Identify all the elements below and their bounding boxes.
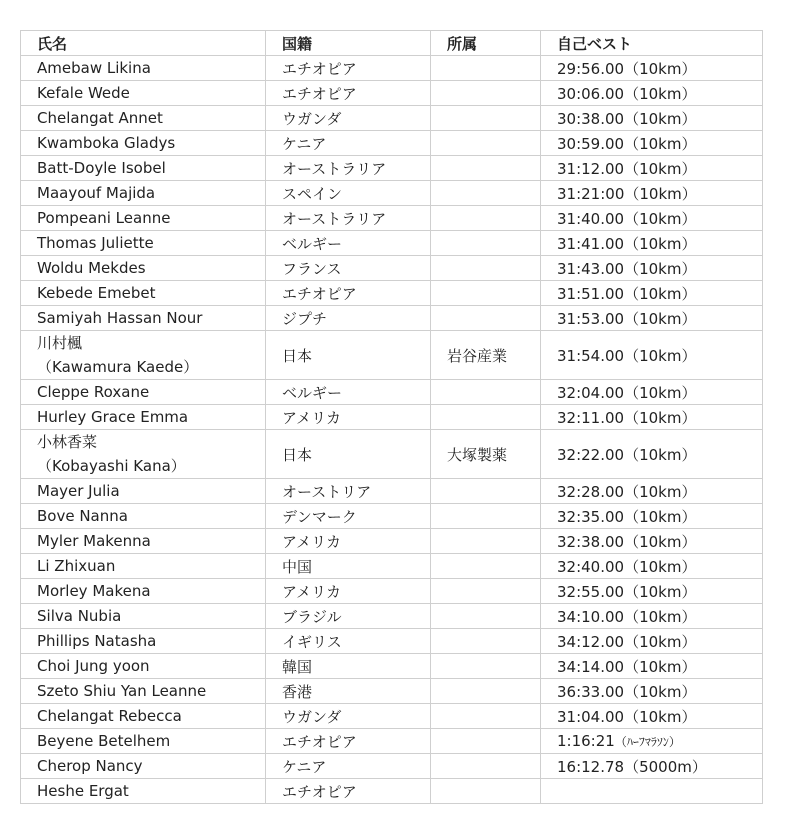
header-name: 氏名	[21, 31, 266, 56]
cell-name: Batt-Doyle Isobel	[21, 156, 266, 181]
table-row	[21, 181, 763, 206]
cell-personal-best: 32:35.00（10km）	[541, 504, 763, 529]
cell-nationality: ウガンダ	[266, 106, 431, 131]
table-row	[21, 380, 763, 405]
best-note: （ﾊｰﾌﾏﾗｿﾝ）	[614, 735, 681, 749]
cell-nationality: エチオピア	[266, 56, 431, 81]
header-nationality: 国籍	[266, 31, 431, 56]
cell-personal-best: 31:43.00（10km）	[541, 256, 763, 281]
cell-name: Kefale Wede	[21, 81, 266, 106]
cell-nationality: ベルギー	[266, 231, 431, 256]
cell-name: Kebede Emebet	[21, 281, 266, 306]
roster-table	[20, 30, 763, 804]
table-row	[21, 679, 763, 704]
cell-name: Chelangat Annet	[21, 106, 266, 131]
cell-affiliation	[431, 306, 541, 331]
cell-nationality: オーストラリア	[266, 156, 431, 181]
cell-personal-best: 32:11.00（10km）	[541, 405, 763, 430]
cell-personal-best: 32:55.00（10km）	[541, 579, 763, 604]
table-row	[21, 56, 763, 81]
table-row	[21, 256, 763, 281]
cell-name: Pompeani Leanne	[21, 206, 266, 231]
cell-nationality: エチオピア	[266, 779, 431, 804]
cell-name: Kwamboka Gladys	[21, 131, 266, 156]
cell-name: Choi Jung yoon	[21, 654, 266, 679]
cell-affiliation	[431, 181, 541, 206]
cell-nationality: 日本	[266, 331, 431, 380]
cell-name: Woldu Mekdes	[21, 256, 266, 281]
table-row	[21, 754, 763, 779]
cell-personal-best: 31:53.00（10km）	[541, 306, 763, 331]
table-row	[21, 306, 763, 331]
table-row	[21, 579, 763, 604]
cell-name: Amebaw Likina	[21, 56, 266, 81]
athlete-name-romaji: （Kobayashi Kana）	[37, 457, 186, 475]
cell-name: Mayer Julia	[21, 479, 266, 504]
cell-name: Phillips Natasha	[21, 629, 266, 654]
table-row	[21, 529, 763, 554]
cell-personal-best: 31:54.00（10km）	[541, 331, 763, 380]
cell-affiliation	[431, 579, 541, 604]
table-row	[21, 604, 763, 629]
cell-personal-best: 30:59.00（10km）	[541, 131, 763, 156]
table-row	[21, 729, 763, 754]
cell-affiliation	[431, 504, 541, 529]
cell-nationality: 中国	[266, 554, 431, 579]
cell-affiliation	[431, 231, 541, 256]
cell-affiliation	[431, 704, 541, 729]
table-row	[21, 281, 763, 306]
table-row	[21, 231, 763, 256]
cell-affiliation	[431, 405, 541, 430]
cell-name	[21, 331, 266, 380]
cell-affiliation	[431, 629, 541, 654]
cell-affiliation	[431, 131, 541, 156]
cell-affiliation	[431, 529, 541, 554]
cell-affiliation	[431, 554, 541, 579]
athlete-name-japanese: 川村楓	[37, 334, 83, 352]
table-body	[21, 56, 763, 804]
cell-personal-best: 31:12.00（10km）	[541, 156, 763, 181]
cell-nationality: アメリカ	[266, 405, 431, 430]
cell-affiliation	[431, 654, 541, 679]
cell-nationality: イギリス	[266, 629, 431, 654]
cell-nationality: ケニア	[266, 131, 431, 156]
table-row	[21, 206, 763, 231]
cell-nationality: オーストリア	[266, 479, 431, 504]
table-row	[21, 629, 763, 654]
table-row	[21, 131, 763, 156]
cell-name: Myler Makenna	[21, 529, 266, 554]
cell-name: Thomas Juliette	[21, 231, 266, 256]
cell-nationality: オーストラリア	[266, 206, 431, 231]
header-affiliation: 所属	[431, 31, 541, 56]
cell-personal-best: 31:04.00（10km）	[541, 704, 763, 729]
cell-nationality: スペイン	[266, 181, 431, 206]
cell-nationality: エチオピア	[266, 729, 431, 754]
table-row	[21, 504, 763, 529]
cell-personal-best: 31:41.00（10km）	[541, 231, 763, 256]
cell-nationality: アメリカ	[266, 529, 431, 554]
cell-personal-best: 30:06.00（10km）	[541, 81, 763, 106]
cell-nationality: エチオピア	[266, 281, 431, 306]
cell-affiliation	[431, 206, 541, 231]
cell-personal-best: 34:10.00（10km）	[541, 604, 763, 629]
cell-personal-best: 32:22.00（10km）	[541, 430, 763, 479]
cell-personal-best: 32:40.00（10km）	[541, 554, 763, 579]
table-row	[21, 405, 763, 430]
cell-name: Morley Makena	[21, 579, 266, 604]
cell-personal-best	[541, 729, 763, 754]
table-row	[21, 554, 763, 579]
cell-name: Cherop Nancy	[21, 754, 266, 779]
cell-personal-best: 32:04.00（10km）	[541, 380, 763, 405]
cell-personal-best: 36:33.00（10km）	[541, 679, 763, 704]
table-row	[21, 156, 763, 181]
cell-nationality: 韓国	[266, 654, 431, 679]
header-personal-best: 自己ベスト	[541, 31, 763, 56]
table-row	[21, 81, 763, 106]
cell-personal-best	[541, 779, 763, 804]
cell-name: Li Zhixuan	[21, 554, 266, 579]
cell-personal-best: 16:12.78（5000m）	[541, 754, 763, 779]
table-row	[21, 430, 763, 479]
cell-personal-best: 29:56.00（10km）	[541, 56, 763, 81]
cell-affiliation	[431, 380, 541, 405]
cell-affiliation	[431, 281, 541, 306]
cell-nationality: エチオピア	[266, 81, 431, 106]
cell-affiliation	[431, 156, 541, 181]
cell-name: Bove Nanna	[21, 504, 266, 529]
cell-name: Szeto Shiu Yan Leanne	[21, 679, 266, 704]
table-row	[21, 779, 763, 804]
cell-affiliation: 岩谷産業	[431, 331, 541, 380]
cell-affiliation	[431, 679, 541, 704]
cell-personal-best: 30:38.00（10km）	[541, 106, 763, 131]
athlete-name-japanese: 小林香菜	[37, 433, 98, 451]
table-header	[21, 31, 763, 56]
cell-nationality: ベルギー	[266, 380, 431, 405]
cell-affiliation	[431, 56, 541, 81]
header-row	[21, 31, 763, 56]
cell-name: Chelangat Rebecca	[21, 704, 266, 729]
athlete-name-romaji: （Kawamura Kaede）	[37, 358, 199, 376]
table-row	[21, 106, 763, 131]
best-time: 1:16:21	[557, 732, 615, 750]
cell-affiliation	[431, 106, 541, 131]
cell-nationality: アメリカ	[266, 579, 431, 604]
cell-nationality: ウガンダ	[266, 704, 431, 729]
cell-personal-best: 31:40.00（10km）	[541, 206, 763, 231]
cell-personal-best: 34:14.00（10km）	[541, 654, 763, 679]
cell-name: Heshe Ergat	[21, 779, 266, 804]
cell-name: Silva Nubia	[21, 604, 266, 629]
cell-affiliation: 大塚製薬	[431, 430, 541, 479]
cell-personal-best: 32:38.00（10km）	[541, 529, 763, 554]
cell-nationality: ケニア	[266, 754, 431, 779]
cell-name: Beyene Betelhem	[21, 729, 266, 754]
cell-nationality: 日本	[266, 430, 431, 479]
cell-affiliation	[431, 779, 541, 804]
cell-name: Hurley Grace Emma	[21, 405, 266, 430]
cell-name: Cleppe Roxane	[21, 380, 266, 405]
cell-personal-best: 34:12.00（10km）	[541, 629, 763, 654]
cell-affiliation	[431, 479, 541, 504]
cell-name: Samiyah Hassan Nour	[21, 306, 266, 331]
cell-affiliation	[431, 729, 541, 754]
cell-nationality: ブラジル	[266, 604, 431, 629]
cell-nationality: デンマーク	[266, 504, 431, 529]
cell-personal-best: 32:28.00（10km）	[541, 479, 763, 504]
cell-nationality: フランス	[266, 256, 431, 281]
cell-affiliation	[431, 81, 541, 106]
cell-name: Maayouf Majida	[21, 181, 266, 206]
table-row	[21, 654, 763, 679]
cell-affiliation	[431, 754, 541, 779]
table-row	[21, 331, 763, 380]
cell-name	[21, 430, 266, 479]
cell-affiliation	[431, 256, 541, 281]
roster-table-wrapper	[20, 30, 763, 804]
table-row	[21, 479, 763, 504]
cell-personal-best: 31:21:00（10km）	[541, 181, 763, 206]
cell-affiliation	[431, 604, 541, 629]
cell-nationality: 香港	[266, 679, 431, 704]
cell-nationality: ジプチ	[266, 306, 431, 331]
table-row	[21, 704, 763, 729]
cell-personal-best: 31:51.00（10km）	[541, 281, 763, 306]
